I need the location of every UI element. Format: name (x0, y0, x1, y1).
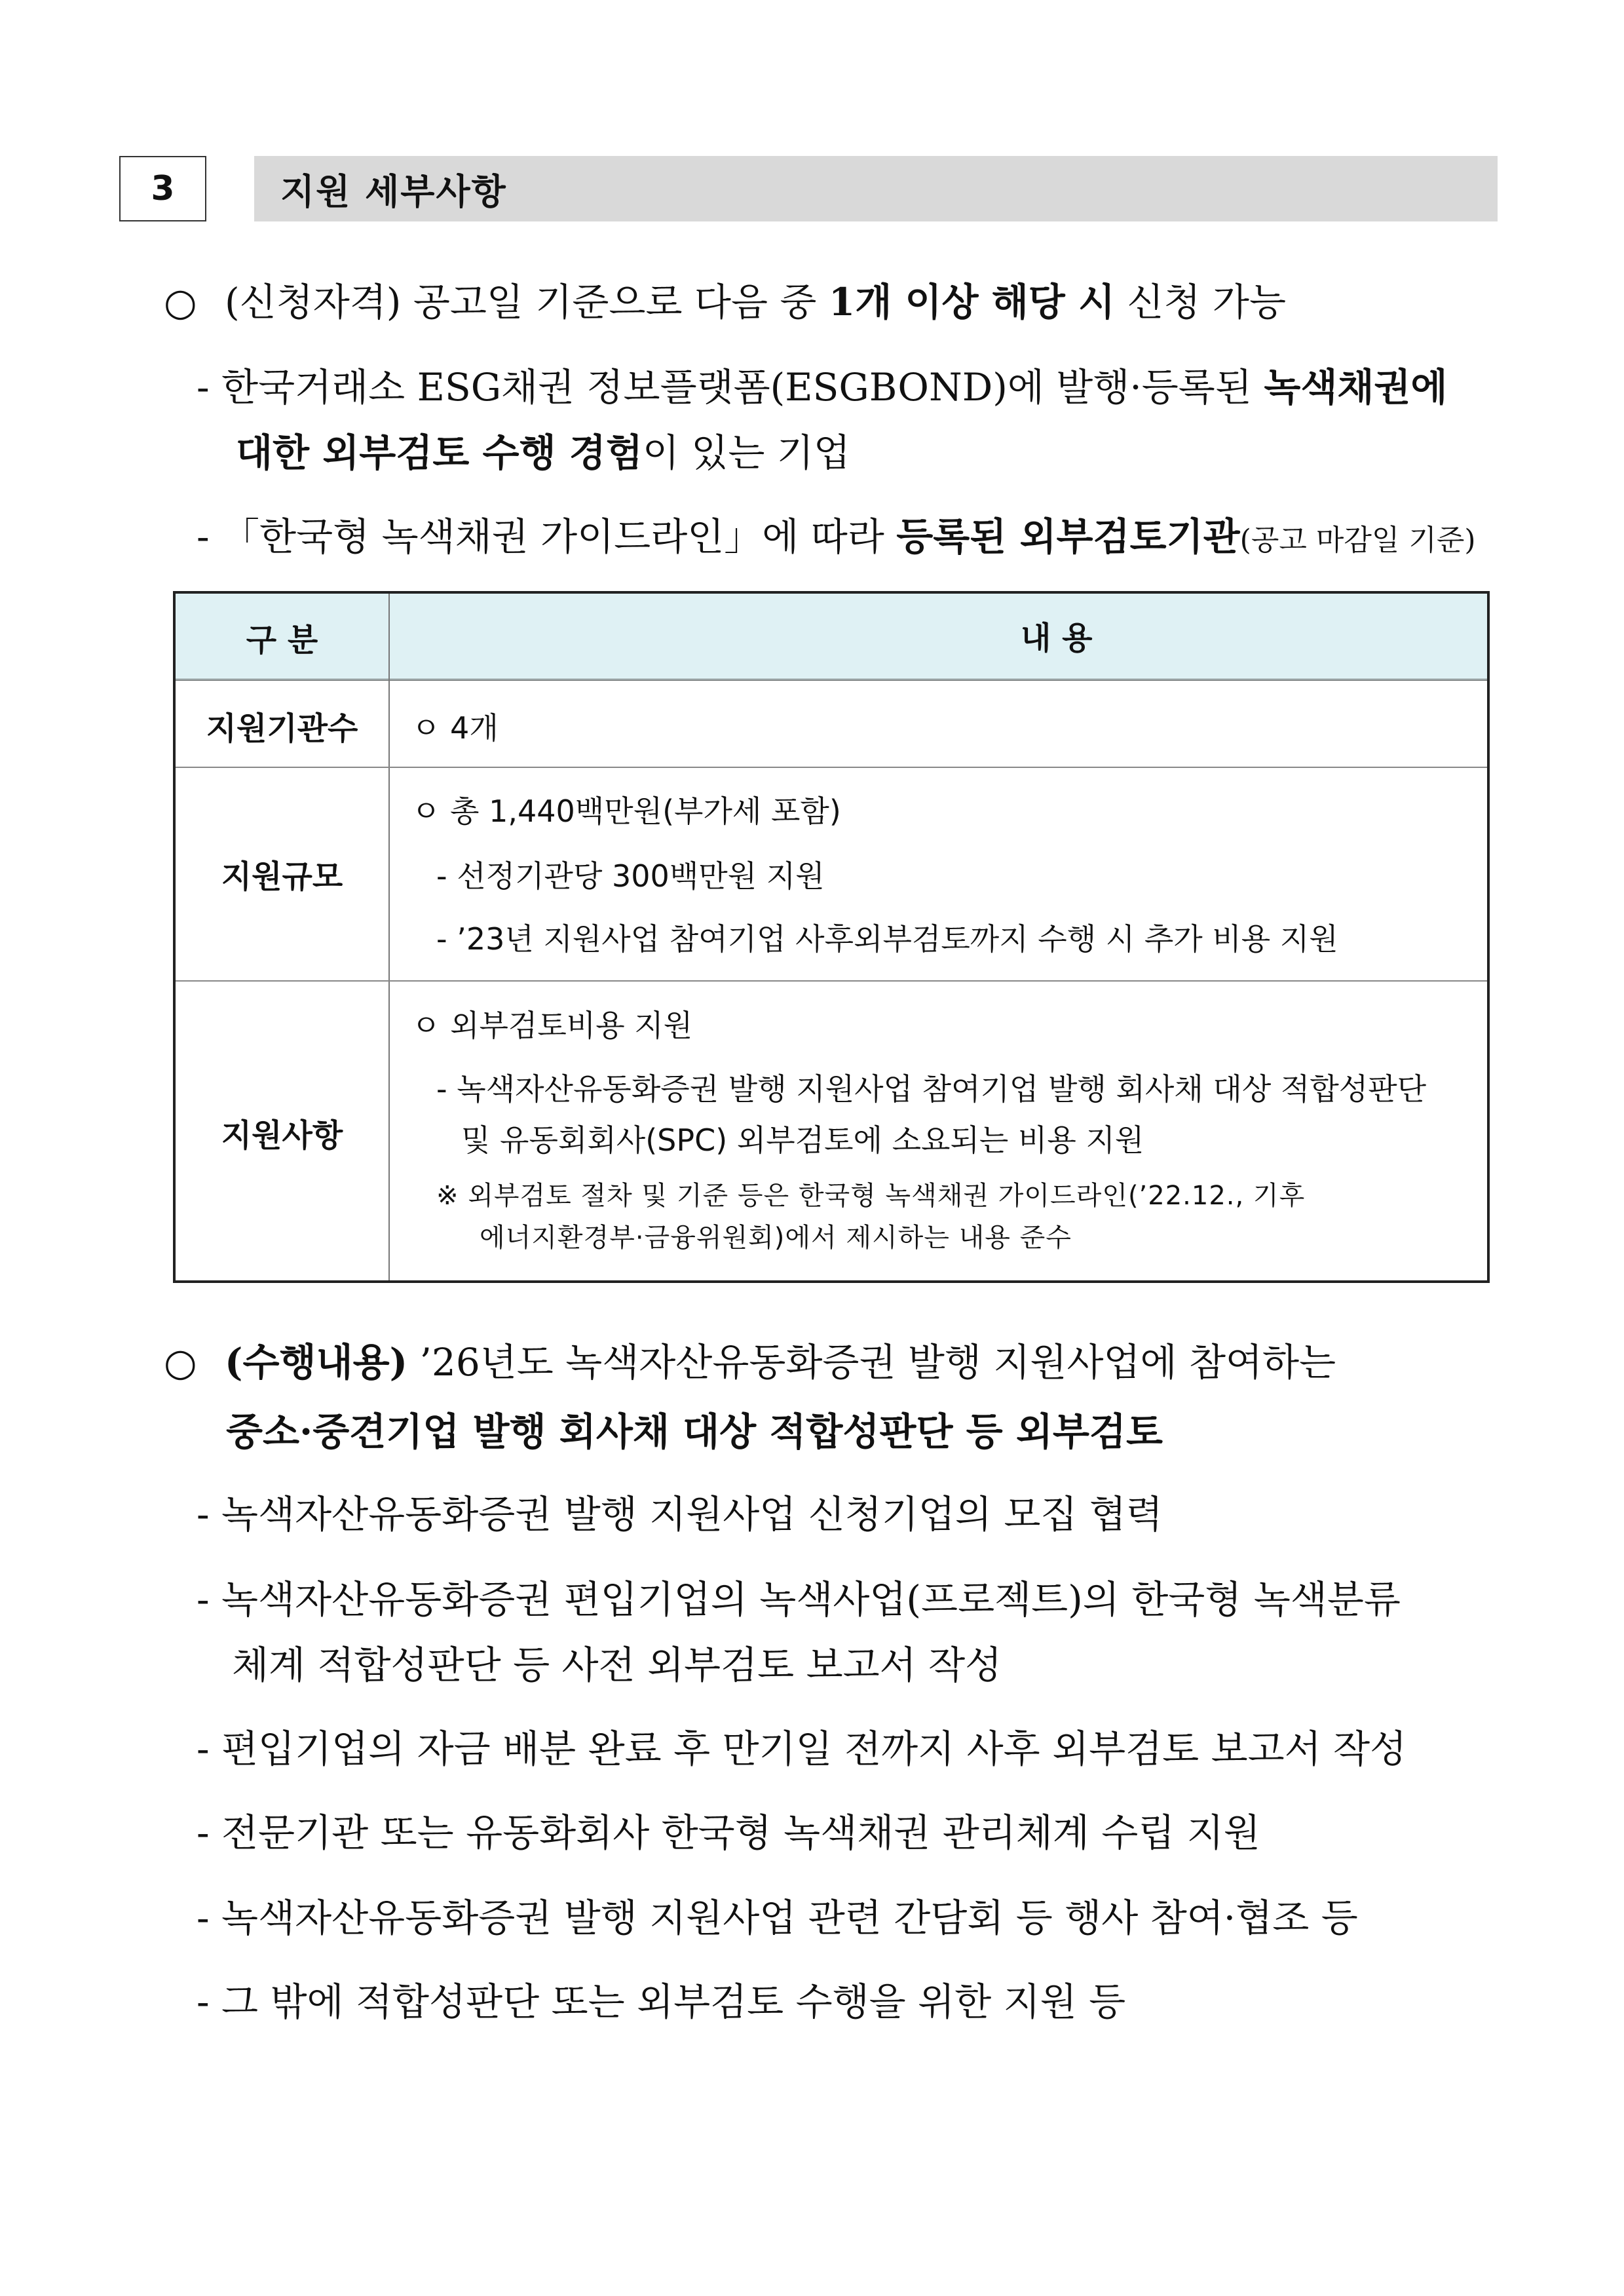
section-title: 지원 세부사항 (254, 156, 1498, 221)
eligibility-text-end: 신청 가능 (1115, 280, 1286, 324)
eligibility-label: (신청자격) (225, 280, 402, 324)
row-text: - 선정기관당 300백만원 지원 (436, 858, 825, 894)
performance-item: - 그 밖에 적합성판단 또는 외부검토 수행을 위한 지원 등 (197, 1980, 1126, 2024)
performance-text-bold: 중소·중견기업 발행 회사채 대상 적합성판단 등 외부검토 (226, 1409, 1163, 1454)
item-text: 한국거래소 ESG채권 정보플랫폼(ESGBOND)에 발행·등록된 (221, 365, 1264, 410)
row-note: 에너지환경부·금융위원회)에서 제시하는 내용 준수 (480, 1223, 1072, 1253)
header-content: 내 용 (1021, 620, 1093, 657)
section-number: 3 (119, 156, 206, 221)
item-text: 이 있는 기업 (642, 430, 850, 475)
dash: - (197, 514, 222, 559)
performance-item: - 녹색자산유동화증권 발행 지원사업 신청기업의 모집 협력 (197, 1492, 1163, 1537)
eligibility-item-1-line-1 (197, 365, 1448, 410)
item-text-small: (공고 마감일 기준) (1239, 524, 1476, 557)
row-note: ※ 외부검토 절차 및 기준 등은 한국형 녹색채권 가이드라인(’22.12., 기후 (436, 1181, 1306, 1211)
item-text: 「한국형 녹색채권 가이드라인」에 따라 (221, 514, 897, 559)
performance-label: (수행내용) (225, 1340, 408, 1385)
performance-item: - 전문기관 또는 유동화회사 한국형 녹색채권 관리체계 수립 지원 (197, 1810, 1260, 1855)
eligibility-heading (164, 280, 1286, 324)
row-text: ㅇ 외부검토비용 지원 (411, 1008, 693, 1043)
row-text: ㅇ 총 1,440백만원(부가세 포함) (411, 794, 841, 829)
eligibility-item-1-line-2 (236, 430, 850, 475)
performance-heading-line-2 (226, 1409, 1163, 1454)
eligibility-text-bold: 1개 이상 해당 시 (828, 280, 1115, 324)
performance-text: ’26년도 녹색자산유동화증권 발행 지원사업에 참여하는 (407, 1340, 1336, 1385)
eligibility-item-2 (197, 514, 1476, 559)
performance-item-continued: 체계 적합성판단 등 사전 외부검토 보고서 작성 (232, 1643, 1002, 1687)
item-text-bold: 녹색채권에 (1264, 365, 1448, 410)
row-label-support-scale: 지원규모 (221, 858, 343, 895)
item-text-bold: 대한 외부검토 수행 경험 (236, 430, 643, 475)
bullet-circle: ○ (164, 1340, 197, 1385)
support-table (173, 591, 1490, 1283)
performance-heading-line-1 (164, 1340, 1336, 1385)
eligibility-text: 공고일 기준으로 다음 중 (401, 280, 829, 324)
performance-item: - 녹색자산유동화증권 발행 지원사업 관련 간담회 등 행사 참여·협조 등 (197, 1896, 1358, 1940)
header-category: 구 분 (246, 622, 318, 659)
performance-item: - 편입기업의 자금 배분 완료 후 만기일 전까지 사후 외부검토 보고서 작성 (197, 1727, 1407, 1771)
dash: - (197, 365, 222, 410)
row-text: 및 유동회회사(SPC) 외부검토에 소요되는 비용 지원 (461, 1122, 1144, 1158)
row-text: - ’23년 지원사업 참여기업 사후외부검토까지 수행 시 추가 비용 지원 (436, 921, 1338, 957)
item-text-bold: 등록된 외부검토기관 (896, 514, 1240, 559)
row-text: ㅇ 4개 (411, 710, 499, 746)
row-text: - 녹색자산유동화증권 발행 지원사업 참여기업 발행 회사채 대상 적합성판단 (436, 1071, 1427, 1107)
bullet-circle: ○ (164, 280, 197, 324)
table-column-divider (388, 594, 390, 1280)
row-label-support-items: 지원사항 (221, 1117, 343, 1154)
row-label-agency-count: 지원기관수 (206, 710, 358, 747)
performance-item: - 녹색자산유동화증권 편입기업의 녹색사업(프로젝트)의 한국형 녹색분류 (197, 1577, 1401, 1622)
